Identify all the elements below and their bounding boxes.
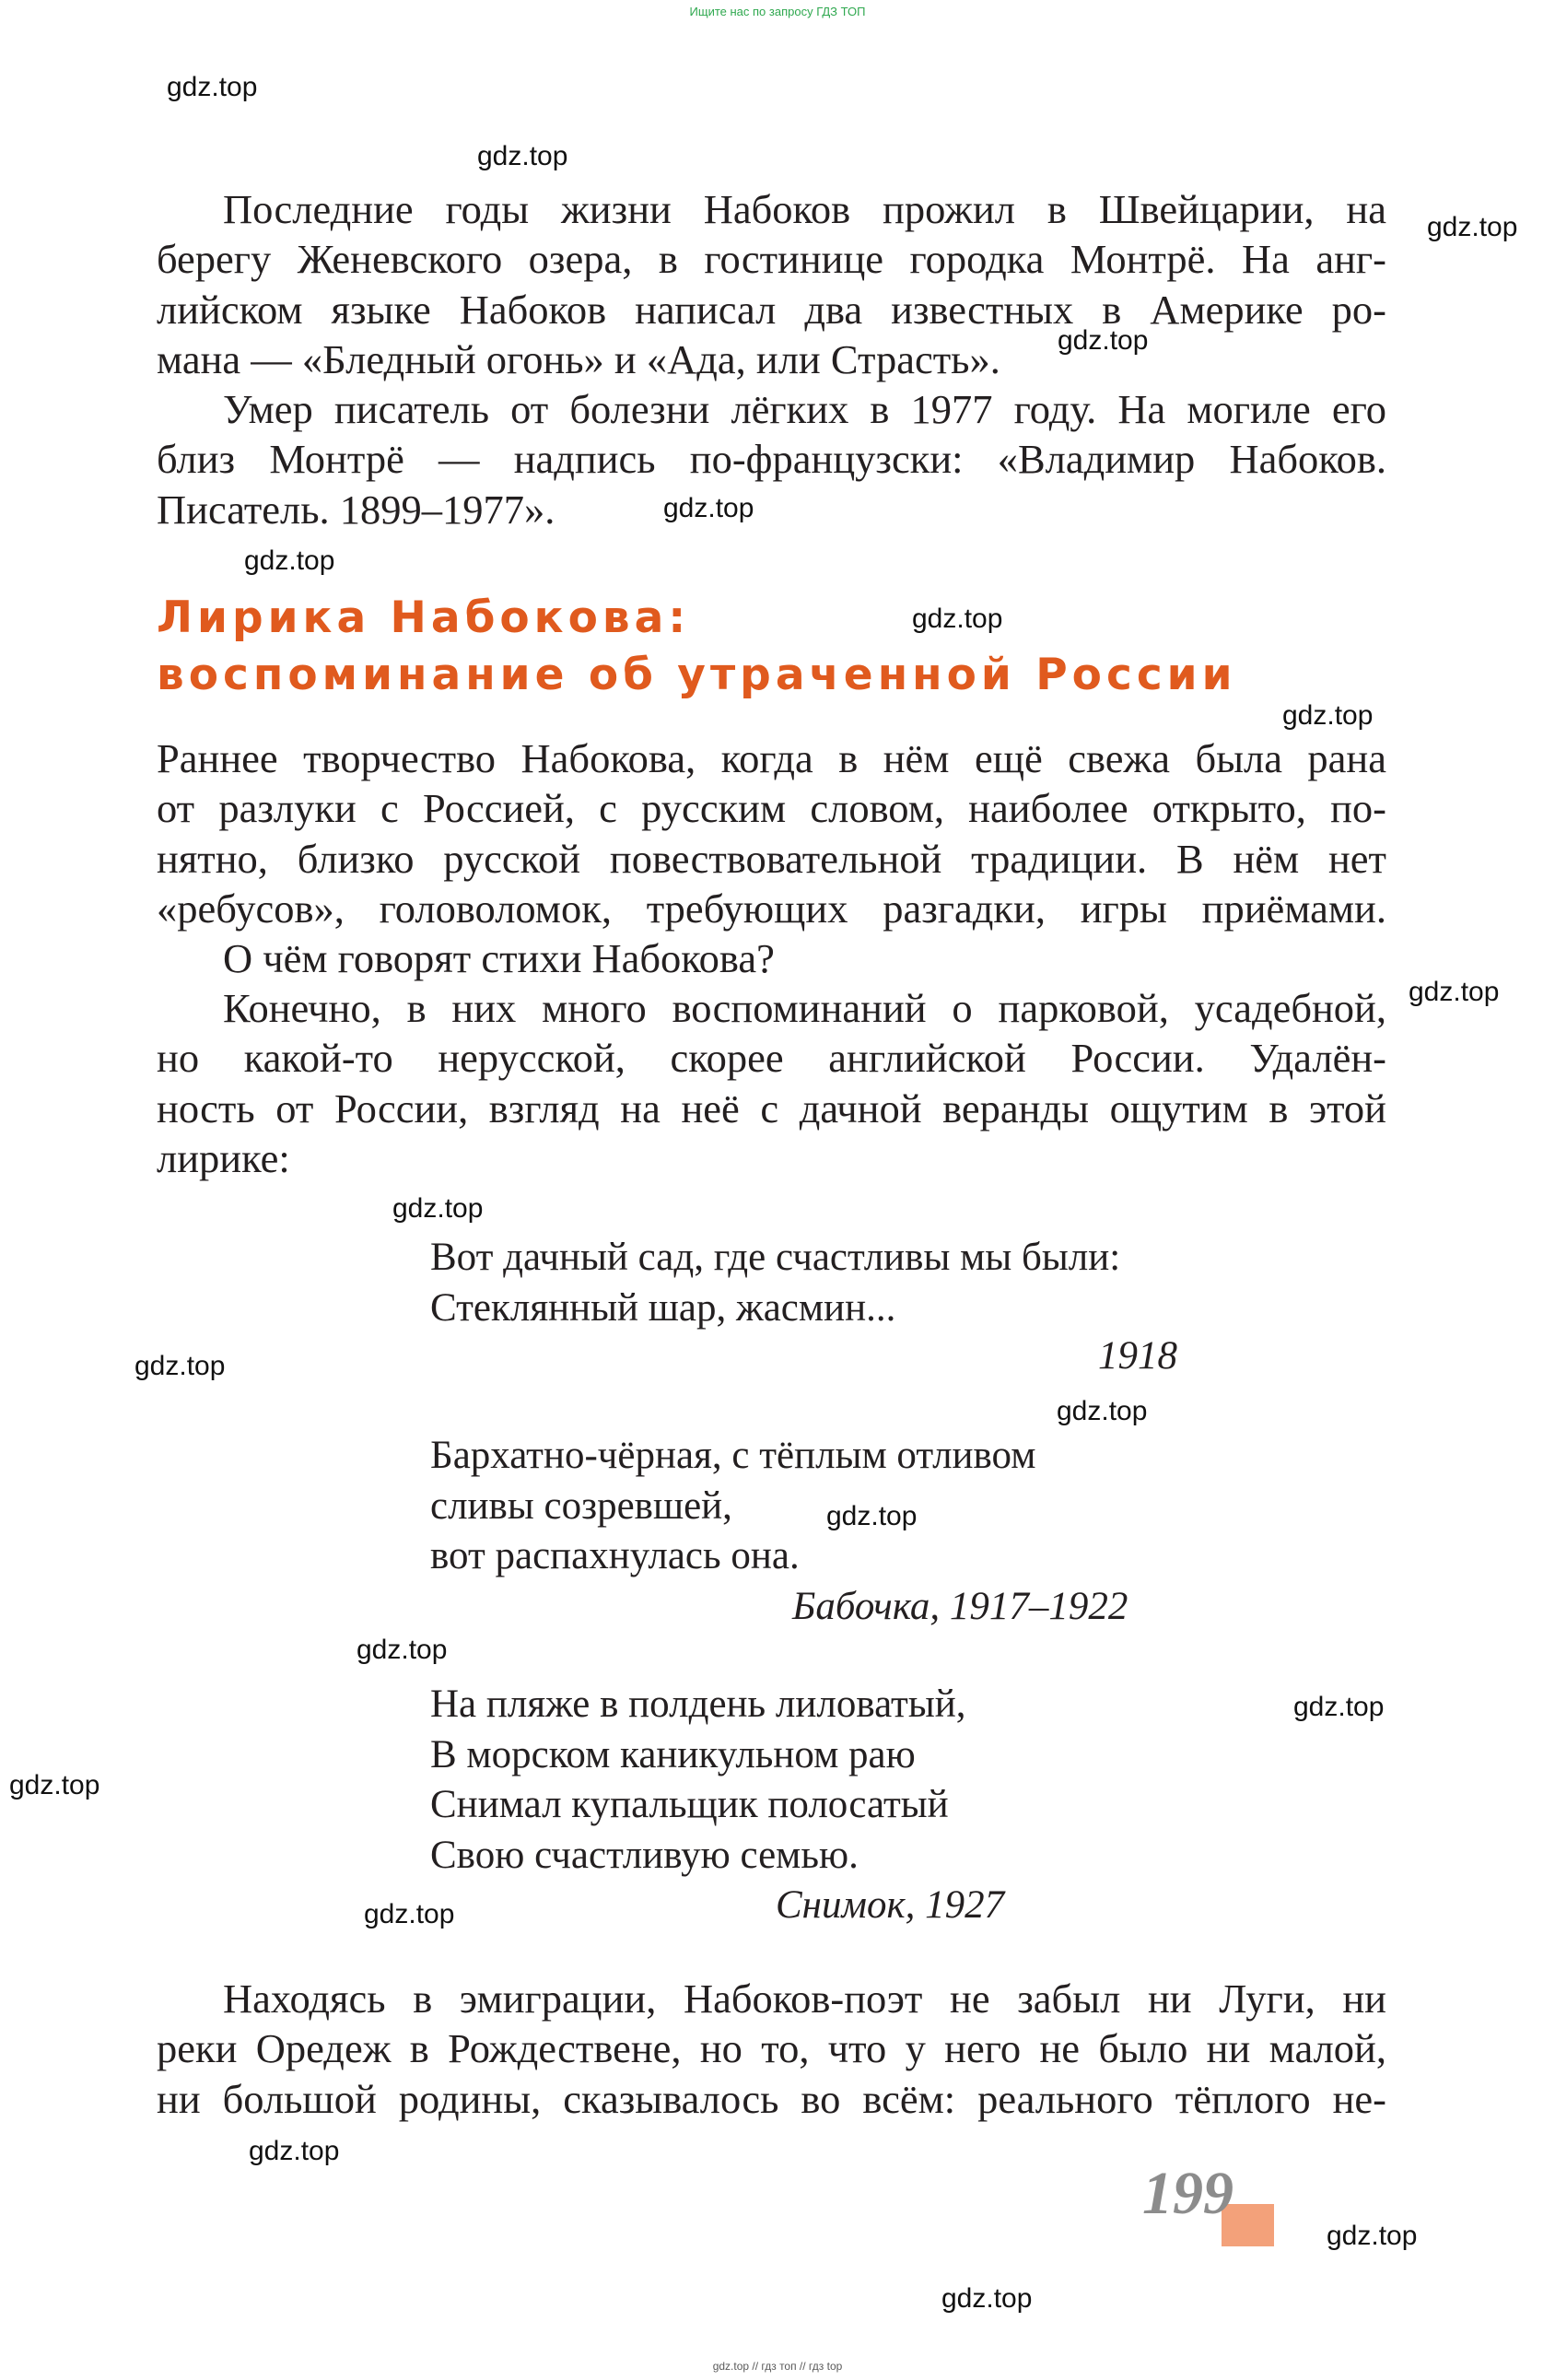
watermark: gdz.top <box>1282 700 1374 731</box>
watermark: gdz.top <box>941 2283 1033 2314</box>
paragraph-5 <box>157 983 1386 1183</box>
text-line: реки Оредеж в Рождествене, но то, что у него не было ни малой, <box>157 2025 1386 2072</box>
verse-line: Бархатно-чёрная, с тёплым отливом <box>430 1434 1036 1477</box>
heading-line: Лирика Набокова: <box>157 592 691 643</box>
verse-line: вот распахнулась она. <box>430 1534 800 1577</box>
poem-3 <box>430 1680 966 1881</box>
verse-line: На пляже в полдень лиловатый, <box>430 1682 966 1726</box>
text-line: от разлуки с Россией, с русским словом, наиболее открыто, по- <box>157 785 1386 832</box>
poem-1 <box>430 1233 1120 1333</box>
paragraph-3 <box>157 733 1386 933</box>
text-line: Находясь в эмиграции, Набоков-поэт не забыл ни Луги, ни <box>223 1976 1386 2022</box>
watermark: gdz.top <box>1427 212 1518 242</box>
heading-line: воспоминание об утраченной России <box>157 650 1237 700</box>
text-line: ность от России, взгляд на неё с дачной веранды ощутим в этой <box>157 1084 1386 1131</box>
paragraph-4 <box>157 933 1386 983</box>
page-number: 199 <box>1142 2160 1233 2227</box>
watermark: gdz.top <box>357 1635 448 1665</box>
paragraph-1 <box>157 184 1386 384</box>
watermark: gdz.top <box>392 1193 484 1224</box>
verse-line: Снимал купальщик полосатый <box>430 1783 949 1826</box>
watermark: gdz.top <box>134 1351 226 1381</box>
paragraph-2 <box>157 384 1386 534</box>
text-line: лирике: <box>157 1134 290 1181</box>
text-line: Писатель. 1899–1977». <box>157 486 555 533</box>
text-line: нятно, близко русской повествовательной традиции. В нём нет <box>157 835 1386 882</box>
watermark: gdz.top <box>167 72 258 102</box>
text-line: ни большой родины, сказывалось во всём: реального тёплого не- <box>157 2075 1386 2122</box>
verse-line: В морском каникульном раю <box>430 1732 916 1776</box>
poem-1-attribution: 1918 <box>1098 1334 1177 1378</box>
bottom-note: gdz.top // гдз топ // гдз top <box>712 2360 843 2373</box>
watermark: gdz.top <box>663 493 754 523</box>
text-line: но какой-то нерусской, скорее английской России. Удалён- <box>157 1035 1386 1082</box>
watermark: gdz.top <box>477 141 568 171</box>
watermark: gdz.top <box>1057 1396 1148 1426</box>
text-line: Конечно, в них много воспоминаний о парковой, усадебной, <box>223 985 1386 1031</box>
watermark: gdz.top <box>826 1501 918 1531</box>
watermark: gdz.top <box>1327 2221 1418 2251</box>
poem-2 <box>430 1431 1035 1582</box>
text-line: Последние годы жизни Набоков прожил в Швейцарии, на <box>223 186 1386 232</box>
watermark: gdz.top <box>9 1770 100 1800</box>
poem-3-attribution: Снимок, 1927 <box>776 1883 1005 1927</box>
watermark: gdz.top <box>1293 1692 1385 1722</box>
verse-line: сливы созревшей, <box>430 1483 732 1528</box>
watermark: gdz.top <box>249 2136 340 2166</box>
paragraph-6 <box>157 1974 1386 2124</box>
text-line: берегу Женевского озера, в гостинице городка Монтрё. На анг- <box>157 236 1386 283</box>
verse-line: Вот дачный сад, где счастливы мы были: <box>430 1236 1121 1279</box>
watermark: gdz.top <box>244 545 335 576</box>
watermark: gdz.top <box>912 604 1003 634</box>
verse-line: Стеклянный шар, жасмин... <box>430 1285 896 1330</box>
verse-line: Свою счастливую семью. <box>430 1833 859 1877</box>
text-line: Раннее творчество Набокова, когда в нём ещё свежа была рана <box>157 735 1386 781</box>
text-line: О чём говорят стихи Набокова? <box>223 935 775 981</box>
text-line: Умер писатель от болезни лёгких в 1977 году. На могиле его <box>223 386 1386 432</box>
text-line: лийском языке Набоков написал два известных в Америке ро- <box>157 286 1386 333</box>
section-heading <box>157 590 1237 704</box>
watermark: gdz.top <box>1409 977 1500 1007</box>
text-line: «ребусов», головоломок, требующих разгадки, игры приёмами. <box>157 885 1386 932</box>
text-line: близ Монтрё — надпись по-французски: «Владимир Набоков. <box>157 436 1386 483</box>
top-note: Ищите нас по запросу ГДЗ ТОП <box>689 5 866 18</box>
watermark: gdz.top <box>364 1899 455 1929</box>
watermark: gdz.top <box>1058 325 1149 356</box>
poem-2-attribution: Бабочка, 1917–1922 <box>792 1585 1128 1628</box>
text-line: мана — «Бледный огонь» и «Ада, или Страсть». <box>157 335 1000 382</box>
